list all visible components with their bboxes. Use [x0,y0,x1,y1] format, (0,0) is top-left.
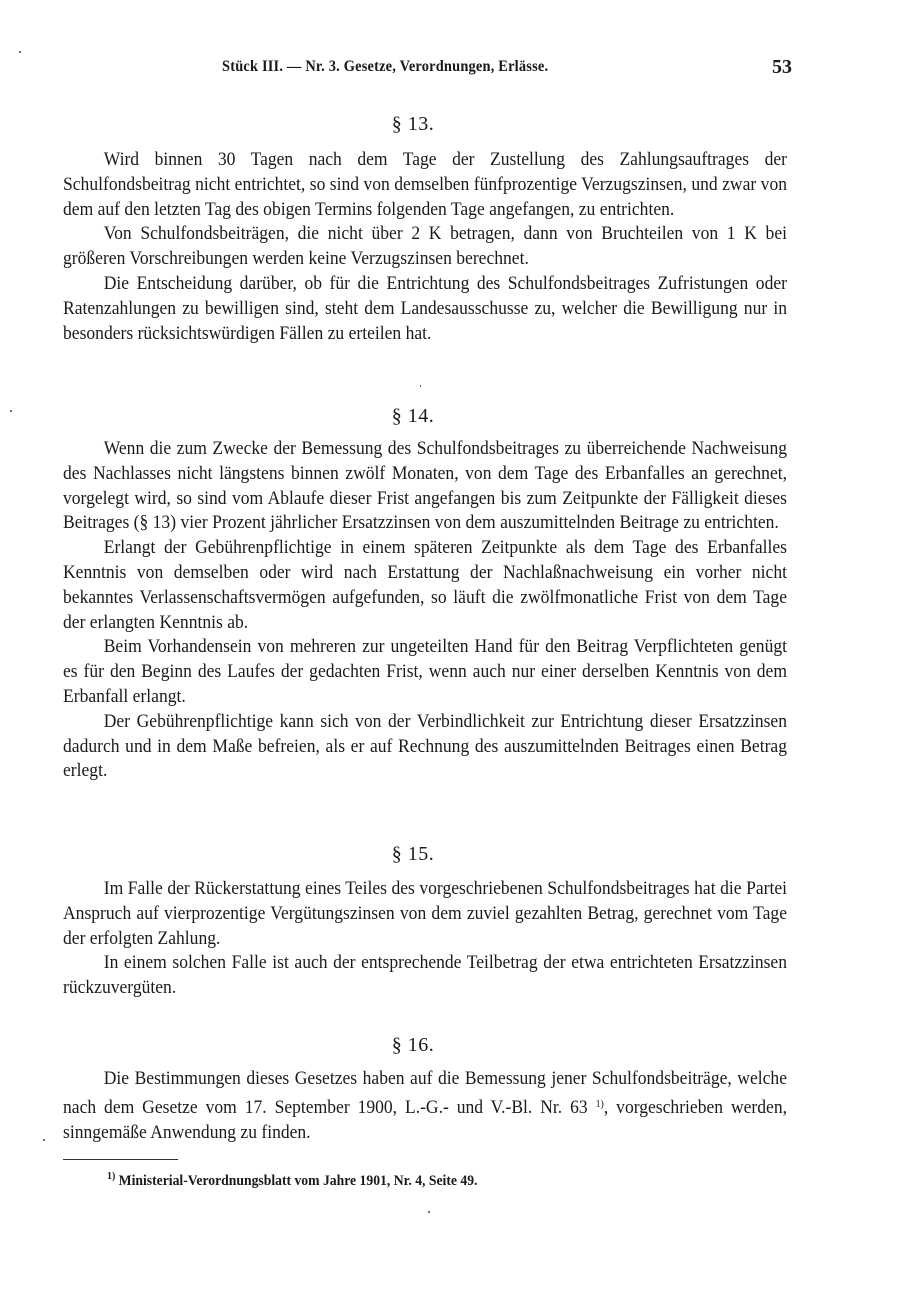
paragraph: In einem solchen Falle ist auch der entsprechende Teilbetrag der etwa entrichteten Ersatzzinsen rückzuvergüten. [63,952,788,999]
section-15-body [63,877,787,1001]
paragraph: Erlangt der Gebührenpflichtige in einem späteren Zeitpunkte als dem Tage des Erbanfalles Kenntnis von demselben oder wird nach Erstattung der Nachlaßnachweisung ein vorher nicht bekanntes Verlassenschaftsvermögen aufgefunden, so läuft die zwölfmonatliche Frist von dem Tage der erlangten Kenntnis ab. [63,537,788,633]
section-16-body [63,1067,787,1145]
paragraph: Wird binnen 30 Tagen nach dem Tage der Zustellung des Zahlungsauftrages der Schulfondsbeitrag nicht entrichtet, so sind von demselben fünfprozentige Verzugszinsen, und zwar von dem auf den letzten Tag des obigen Termins folgenden Tage angefangen, zu entrichten. [63,149,788,220]
section-13-title: § 13. [391,113,435,135]
paragraph: Der Gebührenpflichtige kann sich von der Verbindlichkeit zur Entrichtung dieser Ersatzzinsen dadurch und in dem Maße befreien, als er auf Rechnung des auszumittelnden Beitrages einen Betrag erlegt. [63,710,788,782]
section-15-title: § 15. [391,843,435,865]
section-16-title: § 16. [391,1034,435,1056]
paragraph: Beim Vorhandensein von mehreren zur ungeteilten Hand für den Beitrag Verpflichteten genügt es für den Beginn des Laufes der gedachten Frist, wenn auch nur einer derselben Kenntnis von dem Erbanfall erlangt. [63,636,788,707]
footnote-reference[interactable]: 1) [595,1097,604,1110]
scan-speck [428,1211,430,1213]
footnote [107,1170,477,1190]
paragraph [63,1067,787,1145]
paragraph: Im Falle der Rückerstattung eines Teiles des vorgeschriebenen Schulfondsbeitrages hat die Partei Anspruch auf vierprozentige Vergütungszinsen von dem zuviel gezahlten Betrag, gerechnet vom Tage der erfolgten Zahlung. [63,878,788,949]
paragraph: Von Schulfondsbeiträgen, die nicht über 2 K betragen, dann von Bruchteilen von 1 K bei größeren Vorschreibungen werden keine Verzugszinsen berechnet. [63,223,788,270]
paragraph: Die Entscheidung darüber, ob für die Entrichtung des Schulfondsbeitrages Zufristungen oder Ratenzahlungen zu bewilligen sind, steht dem Landesausschusse zu, welcher die Bewilligung nur in besonders rücksichtswürdigen Fällen zu erteilen hat. [63,272,788,344]
footnote-text: Ministerial-Verordnungsblatt vom Jahre 1901, Nr. 4, Seite 49. [118,1172,478,1189]
section-13-body [63,148,787,346]
scan-speck [19,51,21,53]
footnote-marker: 1) [107,1170,116,1182]
running-head-text: Stück III. — Nr. 3. Gesetze, Verordnungen, Erlässe. [222,58,549,75]
paragraph: Wenn die zum Zwecke der Bemessung des Schulfondsbeitrages zu überreichende Nachweisung des Nachlasses nicht längstens binnen zwölf Monaten, von dem Tage des Erbanfalles an gerechnet, vorgelegt wird, so sind vom Ablaufe dieser Frist angefangen bis zum Zeitpunkte der Fälligkeit dieses Beitrages (§ 13) vier Prozent jährlicher Ersatzzinsen von dem auszumittelnden Beitrage zu entrichten. [63,438,788,534]
paragraph-text: Die Bestimmungen dieses Gesetzes haben auf die Bemessung jener Schulfondsbeiträge, welche nach dem Gesetze vom 17. September 1900, L.-G.- und V.-Bl. Nr. 63 [63,1068,788,1118]
page-number: 53 [772,56,792,78]
footnote-divider [63,1159,178,1160]
section-14-body [63,437,787,784]
scan-speck [420,385,421,387]
running-header [222,58,792,82]
section-14-title: § 14. [391,405,435,427]
paragraph-text-continued: , vorgeschrieben werden, sinngemäße Anwendung zu finden. [63,1096,788,1143]
scan-speck [10,410,12,412]
scan-speck [43,1139,45,1141]
